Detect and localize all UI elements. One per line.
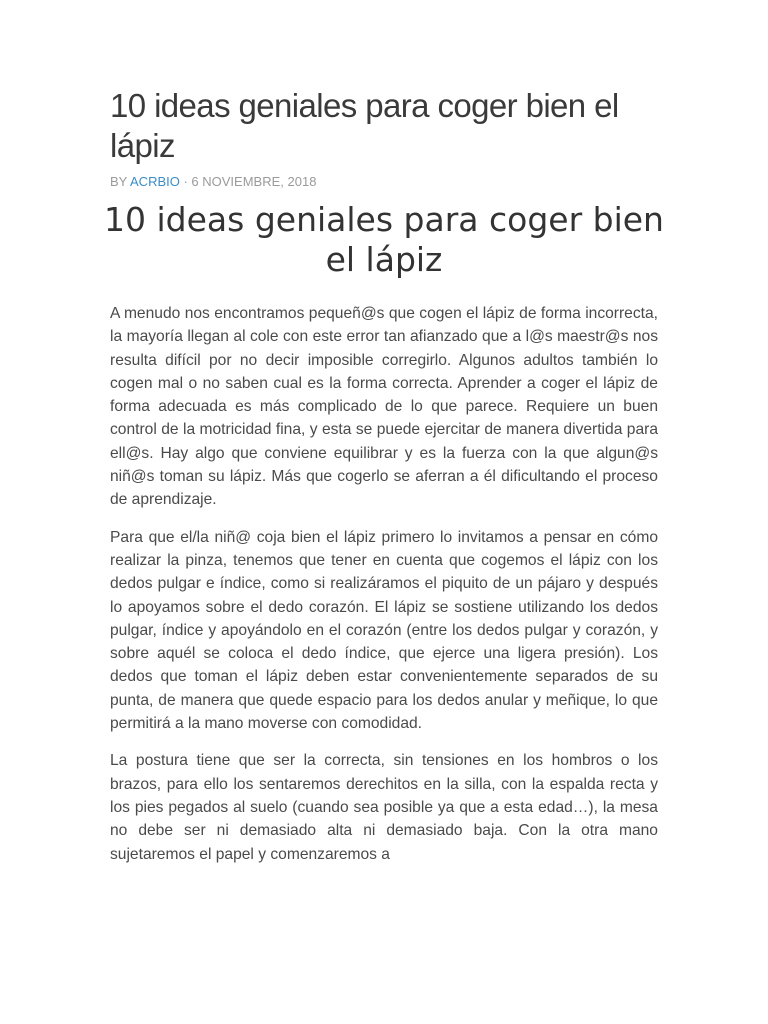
meta-by-label: BY: [110, 174, 128, 189]
paragraph-1: A menudo nos encontramos pequeñ@s que cogen el lápiz de forma incorrecta, la mayoría llegan al cole con este error tan afianzado que a l@s maestr@s nos resulta difícil por no decir imposible corregirlo. Algunos adultos también lo cogen mal o no saben cual es la forma correcta. Aprender a coger el lápiz de forma adecuada es más complicado de lo que parece. Requiere un buen control de la motricidad fina, y esta se puede ejercitar de manera divertida para ell@s. Hay algo que conviene equilibrar y es la fuerza con la que algun@s niñ@s toman su lápiz. Más que cogerlo se aferran a él dificultando el proceso de aprendizaje.: [110, 305, 658, 509]
author-link[interactable]: ACRBIO: [130, 174, 180, 189]
post-title: 10 ideas geniales para coger bien el lápiz: [110, 87, 619, 164]
paragraph-3: La postura tiene que ser la correcta, sin tensiones en los hombros o los brazos, para ello los sentaremos derechitos en la silla, con la espalda recta y los pies pegados al suelo (cuando sea posible ya que a esta edad…), la mesa no debe ser ni demasiado alta ni demasiado baja. Con la otra mano sujetaremos el papel y comenzaremos a: [110, 752, 658, 863]
post-date: 6 NOVIEMBRE, 2018: [191, 174, 317, 189]
paragraph-2: Para que el/la niñ@ coja bien el lápiz primero lo invitamos a pensar en cómo realizar la pinza, tenemos que tener en cuenta que cogemos el lápiz con los dedos pulgar e índice, como si realizáramos el piquito de un pájaro y después lo apoyamos sobre el dedo corazón. El lápiz se sostiene utilizando los dedos pulgar, índice y apoyándolo en el corazón (entre los dedos pulgar y corazón, y sobre aquél se coloca el dedo índice, que ejerce una ligera presión). Los dedos que toman el lápiz deben estar convenientemente separados de su punta, de manera que quede espacio para los dedos anular y meñique, lo que permitirá a la mano moverse con comodidad.: [110, 528, 658, 733]
content-heading: 10 ideas geniales para coger bien el lápiz: [104, 200, 664, 279]
article: [104, 86, 664, 866]
meta-separator: ·: [179, 174, 192, 189]
post-meta: [110, 174, 658, 190]
